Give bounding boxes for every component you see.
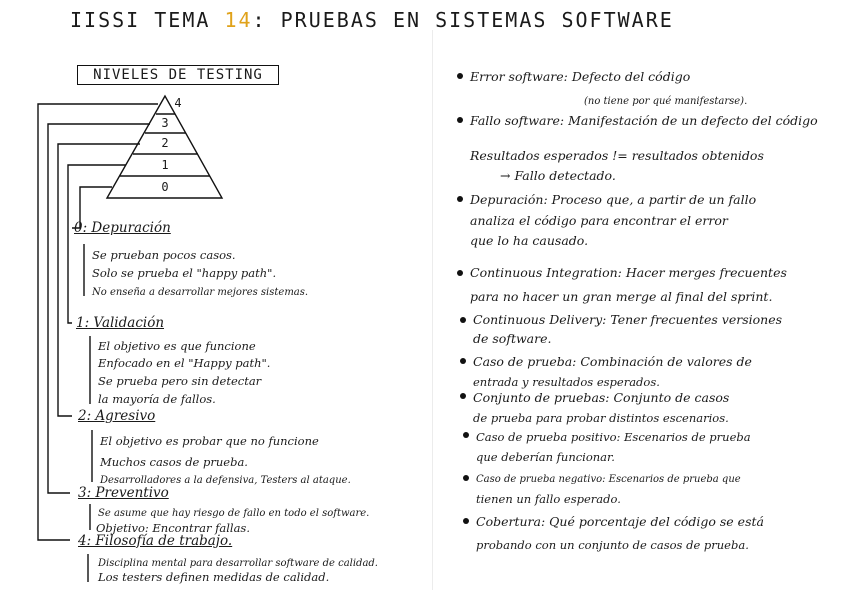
title-number: 14: [224, 8, 253, 32]
definition-line: Caso de prueba: Combinación de valores de: [473, 354, 752, 369]
bullet-icon: [457, 117, 463, 123]
definition-line: tienen un fallo esperado.: [476, 492, 621, 506]
definition-line: Fallo software: Manifestación de un defecto del código: [470, 113, 818, 128]
pyramid-level-0: 0: [161, 180, 169, 194]
level-0-line: Se prueban pocos casos.: [92, 248, 236, 262]
pyramid-level-2: 2: [161, 136, 169, 150]
level-4-heading: 4: Filosofía de trabajo.: [78, 533, 233, 549]
definition-line: Caso de prueba positivo: Escenarios de prueba: [476, 430, 751, 444]
level-1-heading: 1: Validación: [76, 315, 165, 331]
bullet-icon: [463, 475, 469, 481]
definition-line: Continuous Integration: Hacer merges frecuentes: [470, 265, 787, 280]
definition-line: Caso de prueba negativo: Escenarios de prueba que: [476, 474, 741, 485]
bullet-icon: [460, 393, 466, 399]
level-1-line: Enfocado en el "Happy path".: [98, 356, 271, 370]
bullet-icon: [460, 317, 466, 323]
bullet-icon: [463, 518, 469, 524]
definition-line: Continuous Delivery: Tener frecuentes versiones: [473, 312, 783, 327]
level-1-line: El objetivo es que funcione: [98, 339, 256, 353]
pyramid-level-4: 4: [174, 96, 182, 110]
level-2-line: Desarrolladores a la defensiva, Testers al ataque.: [100, 475, 351, 486]
level-2-line: Muchos casos de prueba.: [100, 455, 248, 469]
level-0-line: No enseña a desarrollar mejores sistemas.: [92, 287, 309, 298]
level-0-heading: 0: Depuración: [74, 220, 171, 236]
title-suffix: : PRUEBAS EN SISTEMAS SOFTWARE: [252, 8, 674, 32]
definition-line: de software.: [473, 331, 552, 346]
bullet-icon: [457, 270, 463, 276]
level-1-line: la mayoría de fallos.: [98, 392, 216, 406]
definition-line: analiza el código para encontrar el error: [470, 213, 728, 228]
bullet-icon: [460, 358, 466, 364]
definition-line: Depuración: Proceso que, a partir de un fallo: [470, 192, 757, 207]
bullet-icon: [457, 196, 463, 202]
definition-line: Conjunto de pruebas: Conjunto de casos: [473, 390, 730, 405]
definition-line: Cobertura: Qué porcentaje del código se está: [476, 514, 764, 529]
level-2-heading: 2: Agresivo: [78, 408, 156, 424]
definition-line: que deberían funcionar.: [476, 450, 615, 464]
level-2-line: El objetivo es probar que no funcione: [100, 434, 319, 448]
level-4-line: Disciplina mental para desarrollar software de calidad.: [98, 558, 378, 569]
levels-header: NIVELES DE TESTING: [77, 65, 279, 85]
title-prefix: IISSI TEMA: [70, 8, 225, 32]
pyramid-level-3: 3: [161, 116, 169, 130]
pyramid-level-1: 1: [161, 158, 169, 172]
bullet-icon: [463, 432, 469, 438]
definition-line: de prueba para probar distintos escenarios.: [473, 411, 729, 425]
level-3-line: Se asume que hay riesgo de fallo en todo el software.: [98, 508, 370, 519]
definition-line: para no hacer un gran merge al final del sprint.: [470, 289, 773, 304]
level-3-line: Objetivo: Encontrar fallas.: [96, 521, 250, 535]
definition-line: → Fallo detectado.: [500, 168, 616, 183]
definition-line: probando con un conjunto de casos de prueba.: [476, 538, 749, 552]
bullet-icon: [457, 73, 463, 79]
definition-line: Resultados esperados != resultados obtenidos: [470, 148, 764, 163]
level-3-heading: 3: Preventivo: [78, 485, 169, 501]
level-0-line: Solo se prueba el "happy path".: [92, 266, 277, 280]
level-4-line: Los testers definen medidas de calidad.: [98, 570, 330, 584]
definition-line: entrada y resultados esperados.: [473, 375, 660, 389]
definition-line: (no tiene por qué manifestarse).: [584, 96, 748, 107]
definition-line: que lo ha causado.: [470, 233, 589, 248]
definition-line: Error software: Defecto del código: [470, 69, 691, 84]
level-1-line: Se prueba pero sin detectar: [98, 374, 262, 388]
